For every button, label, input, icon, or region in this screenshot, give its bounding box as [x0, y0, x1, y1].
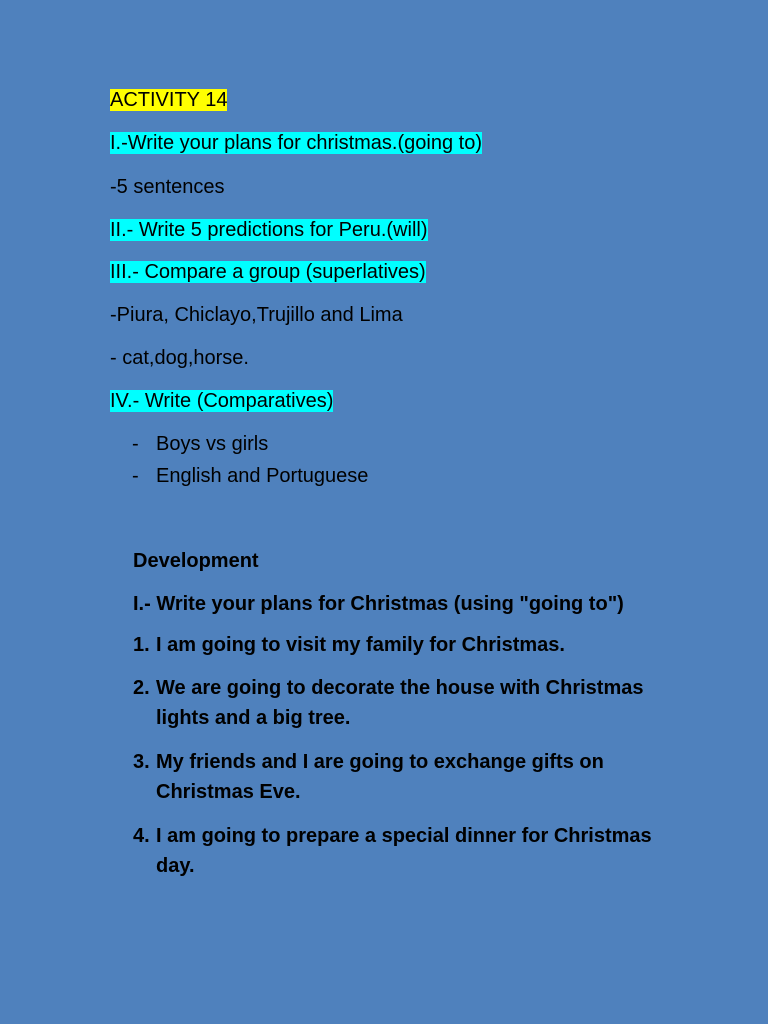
list-number: 1. — [133, 634, 150, 656]
list-item: My friends and I are going to exchange gifts on Christmas Eve. — [156, 751, 604, 803]
bullet-item-english-and-portuguese: English and Portuguese — [156, 465, 369, 487]
activity-item-6 — [110, 346, 249, 370]
activity-item-2 — [110, 175, 225, 199]
activity-item-text: IV.- Write (Comparatives) — [110, 390, 334, 412]
development-heading: Development — [133, 550, 259, 572]
development-subheading: I.- Write your plans for Christmas (using "going to") — [133, 593, 624, 615]
activity-item-3 — [110, 218, 428, 242]
activity-item-7 — [110, 389, 333, 413]
activity-title — [110, 88, 227, 112]
activity-item-text: -Piura, Chiclayo,Trujillo and Lima — [110, 304, 403, 326]
activity-item-1 — [110, 131, 482, 155]
activity-item-5 — [110, 303, 403, 327]
activity-item-text: - cat,dog,horse. — [110, 347, 249, 369]
activity-item-text: I.-Write your plans for christmas.(going to) — [110, 132, 482, 154]
list-number: 3. — [133, 751, 150, 773]
activity-item-4 — [110, 260, 426, 284]
activity-item-text: -5 sentences — [110, 176, 225, 198]
list-item: I am going to prepare a special dinner for Christmas day. — [156, 825, 652, 877]
list-item: I am going to visit my family for Christmas. — [156, 634, 565, 656]
bullet-dash: - — [132, 465, 139, 487]
list-item: We are going to decorate the house with Christmas lights and a big tree. — [156, 677, 644, 729]
activity-title-text: ACTIVITY 14 — [110, 89, 228, 111]
list-number: 2. — [133, 677, 150, 699]
bullet-dash: - — [132, 433, 139, 455]
activity-item-text: III.- Compare a group (superlatives) — [110, 261, 426, 283]
bullet-item-boys-vs-girls: Boys vs girls — [156, 433, 269, 455]
list-number: 4. — [133, 825, 150, 847]
activity-item-text: II.- Write 5 predictions for Peru.(will) — [110, 219, 428, 241]
